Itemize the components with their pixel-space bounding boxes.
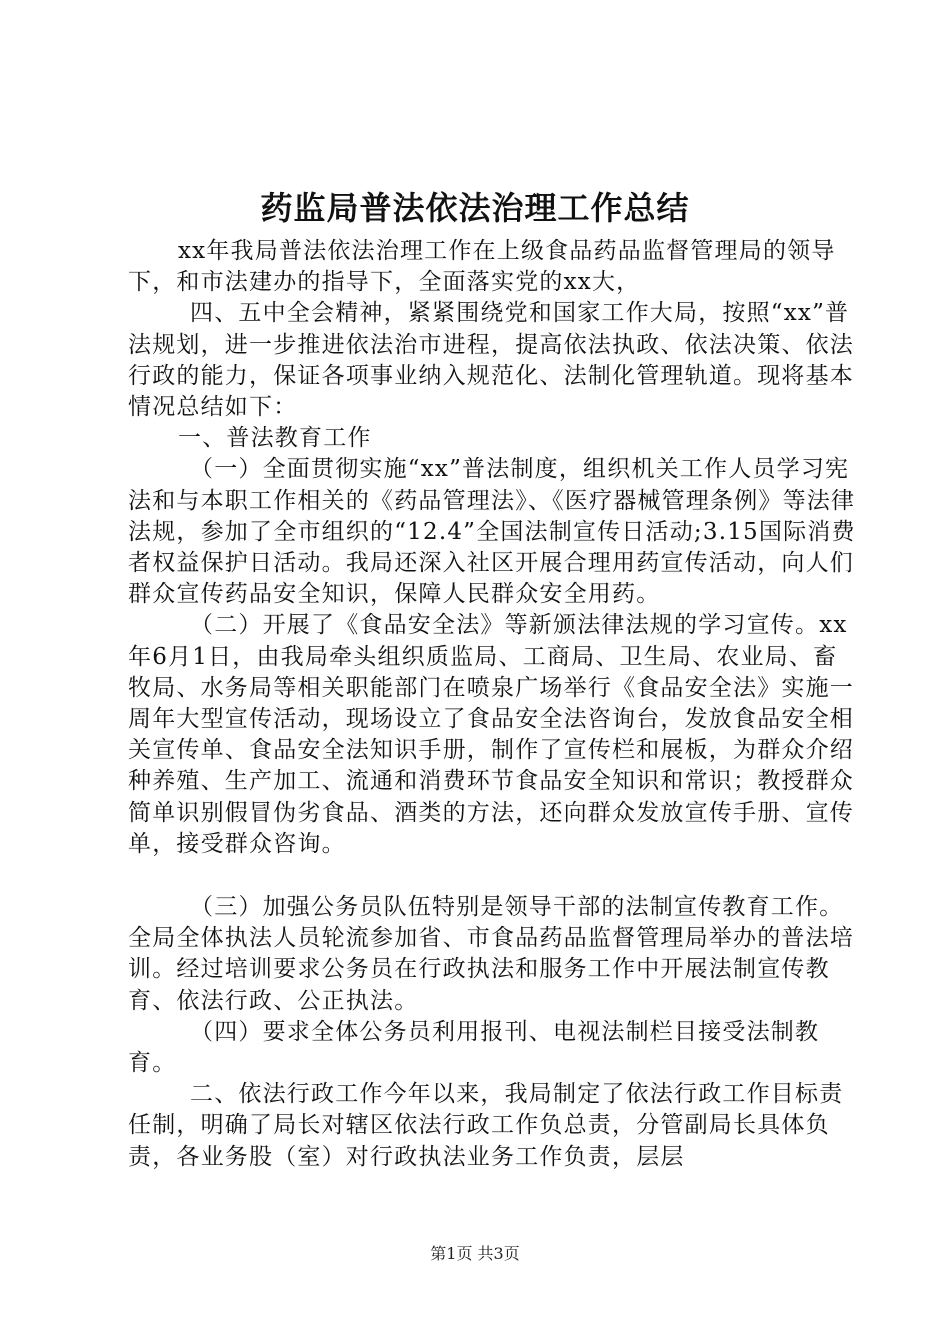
paragraph-item-1: （一）全面贯彻实施“xx”普法制度，组织机关工作人员学习宪法和与本职工作相关的《药品管理法》、《医疗器械管理条例》等法律法规，参加了全市组织的“12.4”全国法制宣传日活动;3.15国际消费者权益保护日活动。我局还深入社区开展合理用药宣传活动，向人们群众宣传药品安全知识，保障人民群众安全用药。 [128, 456, 856, 608]
paragraph-intro: xx年我局普法依法治理工作在上级食品药品监督管理局的领导下，和市法建办的指导下，全面落实党的xx大， [128, 238, 836, 296]
document-body [128, 236, 858, 1173]
paragraph-item-4: （四）要求全体公务员利用报刊、电视法制栏目接受法制教育。 [128, 1018, 820, 1077]
paragraph-item-3: （三）加强公务员队伍特别是领导干部的法制宣传教育工作。全局全体执法人员轮流参加省、市食品药品监督管理局举办的普法培训。经过培训要求公务员在行政执法和服务工作中开展法制宣传教育、依法行政、公正执法。 [128, 894, 854, 1014]
paragraph-spacer [128, 860, 858, 892]
page-footer: 第1页 共3页 [430, 1244, 520, 1263]
section-heading-administration: 二、依法行政工作今年以来，我局制定了依法行政工作目标责任制，明确了局长对辖区依法行政工作负总责，分管副局长具体负责，各业务股（室）对行政执法业务工作负责，层层 [128, 1081, 844, 1170]
paragraph-item-2: （二）开展了《食品安全法》等新颁法律法规的学习宣传。xx年6月1日，由我局牵头组织质监局、工商局、卫生局、农业局、畜牧局、水务局等相关职能部门在喷泉广场举行《食品安全法》实施一周年大型宣传活动，现场设立了食品安全法咨询台，发放食品安全相关宣传单、食品安全法知识手册，制作了宣传栏和展板，为群众介绍种养殖、生产加工、流通和消费环节食品安全知识和常识；教授群众简单识别假冒伪劣食品、酒类的方法，还向群众发放宣传手册、宣传单，接受群众咨询。 [128, 612, 854, 857]
paragraph-plenary: 四、五中全会精神，紧紧围绕党和国家工作大局，按照“xx”普法规划，进一步推进依法治市进程，提高依法执政、依法决策、依法行政的能力，保证各项事业纳入规范化、法制化管理轨道。现将基本情况总结如下： [128, 300, 854, 421]
section-heading-legal-education: 一、普法教育工作 [178, 425, 372, 452]
document-title: 药监局普法依法治理工作总结 [260, 189, 690, 227]
